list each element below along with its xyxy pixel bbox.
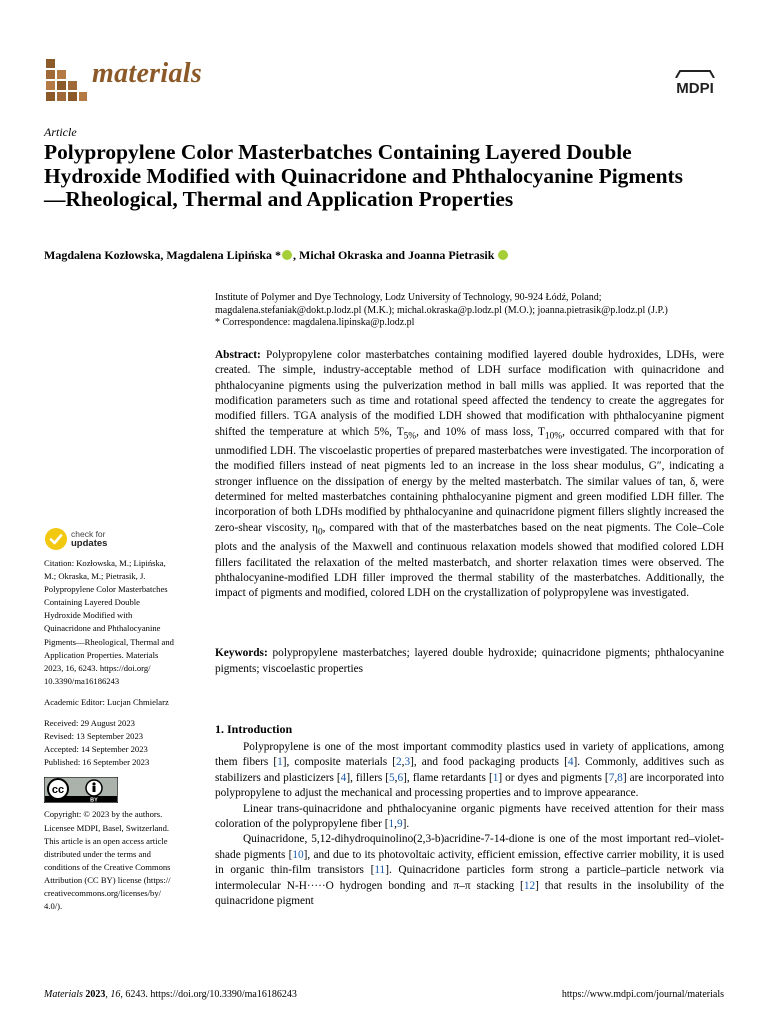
orcid-icon[interactable] [282, 250, 292, 260]
mdpi-logo-icon[interactable] [666, 68, 724, 100]
citation-link[interactable]: 6 [397, 771, 404, 784]
paragraph: Linear trans-quinacridone and phthalocyanine organic pigments have received attention for their mass coloration of the polypropylene fiber [1,9]. [215, 802, 724, 831]
citation-line: Polypropylene Color Masterbatches [44, 584, 168, 595]
copyright-line: This article is an open access article [44, 835, 168, 846]
citation-link[interactable]: 9 [396, 818, 403, 831]
date-published: Published: 16 September 2023 [44, 757, 150, 768]
subscript: 0 [317, 526, 323, 537]
citation-link[interactable]: 1 [277, 756, 283, 769]
correspondence: * Correspondence: magdalena.lipinska@p.lodz.pl [215, 317, 415, 328]
author-names-1: Magdalena Kozłowska, Magdalena Lipińska * [44, 248, 282, 262]
abstract-text: , and 10% of mass loss, T [416, 425, 545, 438]
citation-link[interactable]: 2 [395, 756, 402, 769]
abstract-text: Polypropylene color masterbatches containing modified layered double hydroxides, LDHs, were created. The simple, industry-acceptable method of LDH surface modification with quinacridone and phthalocyanine pigments using the pulverization method in ball mills was applied. It was reported that the modification parameters such as time and rotational speed affected the tendency to create the aggregates for modified fillers. TGA analysis of the modified LDH showed that modification with phthalocyanine pigment shifted the temperature at which 5%, T [215, 349, 724, 438]
footer-journal-link[interactable]: https://www.mdpi.com/journal/materials [561, 989, 724, 1000]
copyright-line: distributed under the terms and [44, 848, 151, 859]
footer-citation: Materials 2023, 16, 6243. https://doi.org/10.3390/ma16186243 [44, 989, 297, 1000]
keywords [215, 646, 724, 677]
citation-link[interactable]: 4 [340, 771, 347, 784]
article-title: Polypropylene Color Masterbatches Containing Layered Double Hydroxide Modified with Quinacridone and Phthalocyanine Pigments—Rheological, Thermal and Application Properties [44, 140, 684, 212]
editor-line: Academic Editor: Lucjan Chmielarz [44, 696, 169, 707]
citation-doi-link[interactable]: 10.3390/ma16186243 [44, 675, 120, 686]
academic-editor [44, 696, 200, 709]
affiliation-emails: magdalena.stefaniak@dokt.p.lodz.pl (M.K.); michal.okraska@p.lodz.pl (M.O.); joanna.pietrasik@p.lodz.pl (J.P.) [215, 304, 668, 316]
subscript: 10% [544, 430, 563, 441]
date-accepted: Accepted: 14 September 2023 [44, 744, 148, 755]
introduction-body [215, 740, 724, 909]
page-header [44, 56, 724, 106]
keywords-text: polypropylene masterbatches; layered double hydroxide; quinacridone pigments; phthalocyanine pigments; viscoelastic properties [215, 647, 724, 675]
citation-link[interactable]: 8 [617, 771, 623, 784]
journal-name: materials [92, 58, 203, 89]
citation-link[interactable]: 4 [567, 756, 574, 769]
citation-line: Quinacridone and Phthalocyanine [44, 623, 161, 634]
sidebar [44, 557, 200, 921]
author-list [44, 248, 724, 263]
citation-line: Citation: Kozłowska, M.; Lipińska, [44, 558, 166, 568]
copyright-line: Copyright: © 2023 by the authors. [44, 809, 163, 820]
citation-link[interactable]: 1 [388, 818, 395, 831]
citation-line: Hydroxide Modified with [44, 610, 133, 621]
citation-link[interactable]: 11 [374, 864, 386, 877]
citation-link[interactable]: 12 [523, 879, 536, 892]
citation-link[interactable]: 5 [389, 771, 395, 784]
author-names-2: , Michał Okraska and Joanna Pietrasik [293, 248, 495, 262]
abstract-text: , occurred compared with that for unmodified LDH. The viscoelastic properties of prepared masterbatches were investigated. The incorporation of the modified fillers instead of neat pigments led to an increase in the loss shear modulus, G″, indicating a stronger influence on the dissipation of energy by the melted masterbatch. The similar values of tan, δ, were determined for melted masterbatches containing phthalocyanine pigment and green modified LDH filler. The incorporation of both LDHs modified by phthalocyanine and quinacridone pigment fillers slightly increased the zero-shear viscosity, η [215, 425, 724, 534]
cc-by-license-icon[interactable] [44, 777, 118, 803]
citation-link[interactable]: 1 [492, 771, 499, 784]
date-received: Received: 29 August 2023 [44, 718, 135, 729]
copyright-line: Licensee MDPI, Basel, Switzerland. [44, 822, 170, 833]
citation-line: Application Properties. Materials [44, 649, 159, 660]
citation-line: Pigments—Rheological, Thermal and [44, 636, 174, 647]
citation-link[interactable]: 3 [404, 756, 411, 769]
date-revised: Revised: 13 September 2023 [44, 731, 144, 742]
dates-block [44, 717, 200, 769]
check-updates-icon [44, 527, 68, 551]
keywords-label: Keywords: [215, 647, 268, 659]
check-updates-label: check for [71, 529, 106, 539]
check-for-updates-button[interactable] [44, 527, 164, 551]
copyright-line: Attribution (CC BY) license (https:// [44, 874, 171, 885]
copyright-block [44, 808, 200, 913]
paragraph: Quinacridone, 5,12-dihydroquinolino(2,3-b)acridine-7-14-dione is one of the most important red–violet-shade pigments [10], and due to its photovoltaic activity, efficient emission, effective carrier mobility, it is used in organic thin-film transistors [11]. Quinacridone particles form strong a particle–particle network via intermolecular N-H·····O hydrogen bonding and π–π stacking [12] that results in the insolubility of the quinacridone pigment [215, 833, 724, 908]
affiliation-line: Institute of Polymer and Dye Technology, Lodz University of Technology, 90-924 Łódź, Poland; [215, 292, 602, 303]
paragraph: Polypropylene is one of the most important commodity plastics used in variety of applications, among them fibers [1], composite materials [2,3], and food packaging products [4]. Commonly, additives such as stabilizers and plasticizers [4], fillers [5,6], flame retardants [1] or dyes and pigments [7,8] are incorporated into polypropylene to adjust the mechanical and processing properties and to improve appearance. [215, 741, 725, 800]
mdpi-logo-text: MDPI [676, 80, 714, 97]
copyright-line: conditions of the Creative Commons [44, 861, 171, 872]
article-type: Article [44, 125, 77, 139]
citation-link[interactable]: 10 [292, 848, 304, 861]
check-updates-label: updates [71, 538, 108, 549]
license-link[interactable]: creativecommons.org/licenses/by/ [44, 887, 162, 898]
abstract-label: Abstract: [215, 349, 261, 361]
abstract [215, 348, 724, 602]
citation-link[interactable]: 7 [608, 771, 615, 784]
abstract-text: , compared with that of the masterbatches based on the neat pigments. The Cole–Cole plots and the analysis of the Maxwell and continuous relaxation models showed that modified colored LDH fillers facilitated the relaxation of the melted masterbatch, and shorter relaxation times were observed. The phthalocyanine-modified LDH filler improved the thermal stability of the masterbatches. Additionally, the impact of pigments and modified, colored LDH on the crystallization of polypropylene was investigated. [215, 521, 724, 600]
journal-logo-icon [44, 56, 88, 106]
citation-doi-link[interactable]: 2023, 16, 6243. https://doi.org/ [44, 662, 151, 673]
citation-line: M.; Okraska, M.; Pietrasik, J. [44, 571, 146, 582]
affiliations [215, 292, 725, 330]
subscript: 5% [403, 430, 417, 441]
svg-text:cc: cc [51, 784, 65, 797]
citation-line: Containing Layered Double [44, 597, 140, 608]
orcid-icon[interactable] [498, 250, 508, 260]
citation-block [44, 557, 200, 688]
section-heading-introduction: 1. Introduction [215, 722, 293, 736]
license-link[interactable]: 4.0/). [44, 901, 63, 912]
cc-by-text: BY [90, 797, 98, 804]
